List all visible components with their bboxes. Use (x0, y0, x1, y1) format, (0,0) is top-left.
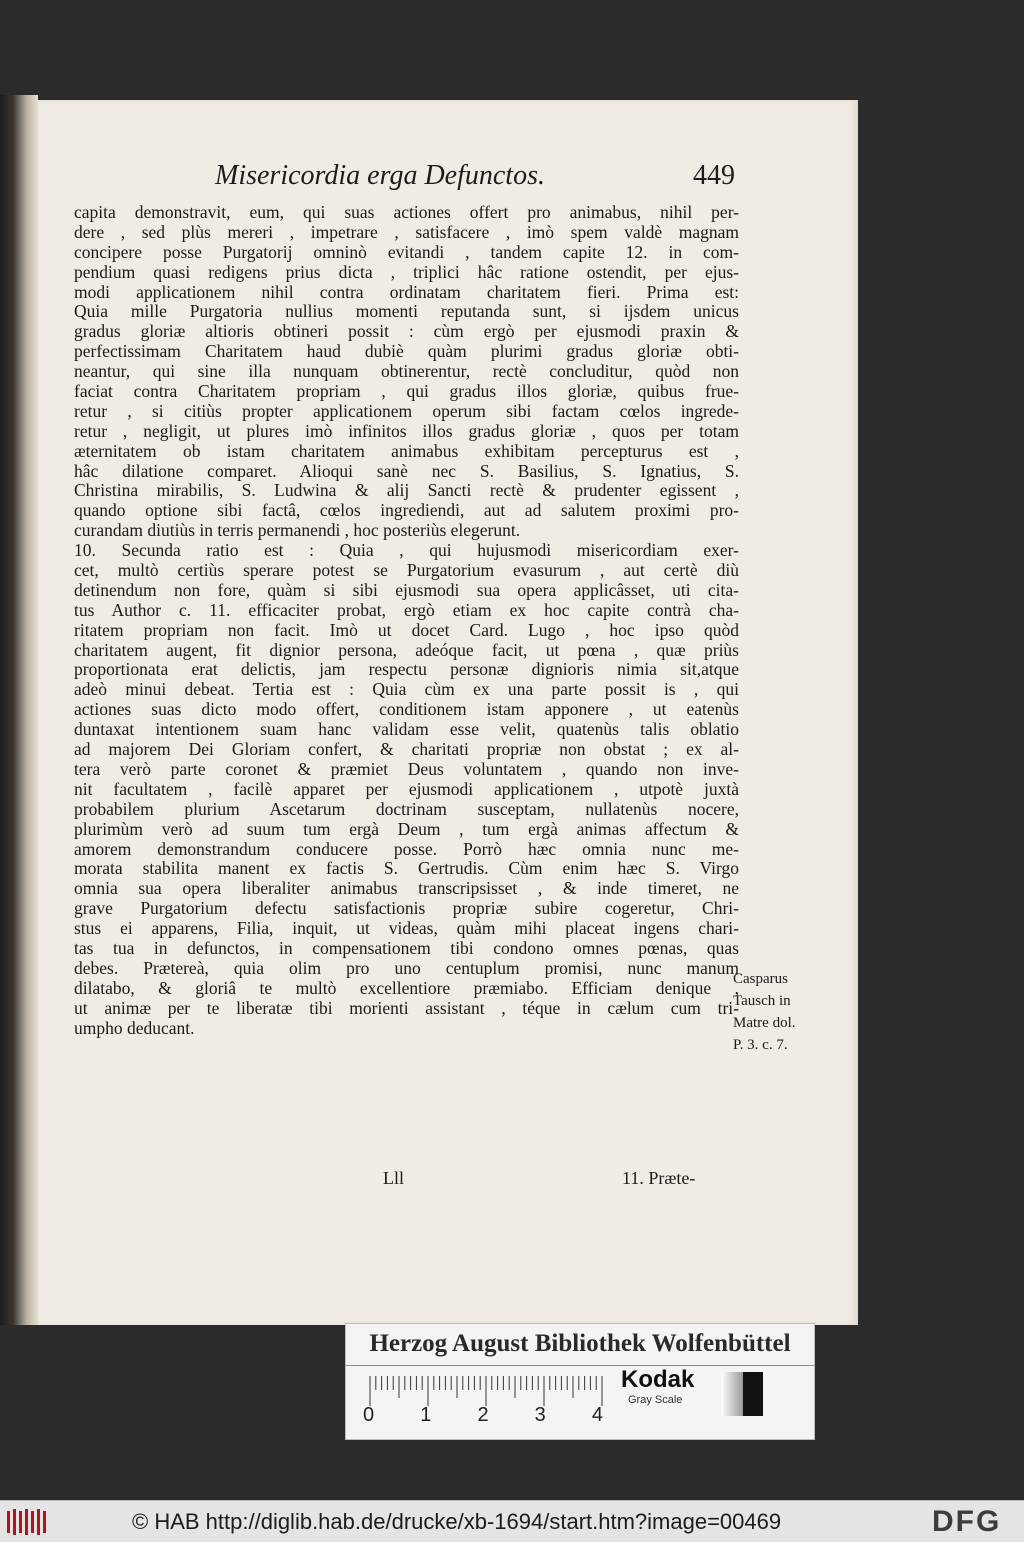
hab-logo-icon (6, 1507, 48, 1537)
text-line: neantur, qui sine illa nunquam obtinerentur, rectè concluditur, quòd non (74, 362, 739, 382)
text-line: nit facultatem , facilè apparet per ejusmodi applicationem , utpotè juxtà (74, 779, 739, 799)
text-line: concipere posse Purgatorij omninò evitandi , tandem capite 12. in com- (74, 242, 739, 262)
text-line: probabilem plurium Ascetarum doctrinam susceptam, nullatenùs nocere, (74, 799, 739, 819)
color-calibration-card (345, 1323, 815, 1440)
text-line: quando optione sibi factâ, cœlos ingrediendi, aut ad salutem proximi pro- (74, 501, 739, 521)
margin-note (733, 968, 823, 1056)
body-text (74, 203, 739, 1038)
text-line: gradus gloriæ altioris obtineri possit : cùm ergò per ejusmodi praxin & (74, 322, 739, 342)
text-line: Christina mirabilis, S. Ludwina & alij Sancti rectè & prudenter egissent , (74, 481, 739, 501)
text-line: grave Purgatorium defectu satisfactionis propriæ subire cogeretur, Chri- (74, 899, 739, 919)
library-name: Herzog August Bibliothek Wolfenbüttel (369, 1330, 791, 1357)
margin-note-line: Tausch in (733, 993, 791, 1009)
citation-link[interactable]: © HAB http://diglib.hab.de/drucke/xb-1694/start.htm?image=00469 (132, 1509, 782, 1534)
signature-mark: Lll (383, 1168, 404, 1188)
ruler-number: 1 (420, 1404, 432, 1426)
text-line: amorem demonstrandum conducere posse. Porrò hæc omnia nunc me- (74, 839, 739, 859)
text-line: duntaxat intentionem suam hanc validam esse velit, quatenùs talis oblatio (74, 720, 739, 740)
text-line: retur , negligit, ut plures imò infinitos illos gradus gloriæ , quos per totam (74, 421, 739, 441)
facing-page-edge (0, 95, 38, 1325)
text-line: æternitatem ob istam charitatem animabus exhibitam percepturus est , (74, 441, 739, 461)
text-line: actiones suas dicto modo offert, conditionem istam apponere , ut eatenùs (74, 700, 739, 720)
ruler-number: 0 (363, 1404, 375, 1426)
gray-scale-label: Gray Scale (628, 1394, 683, 1406)
text-line: 10. Secunda ratio est : Quia , qui hujusmodi misericordiam exer- (74, 541, 739, 561)
text-line: plurimùm verò ad suum tum ergà Deum , tum ergà animas affectum & (74, 819, 739, 839)
text-line: adeò minui debeat. Tertia est : Quia cùm ex una parte possit is , qui (74, 680, 739, 700)
text-line: dilatabo, & gloriâ te multò excellentiore præmiabo. Efficiam denique , (74, 978, 739, 998)
page-number: 449 (693, 160, 735, 191)
kodak-brand: Kodak (621, 1366, 695, 1393)
text-line: tera verò parte coronet & præmiet Deus voluntatem , quando non inve- (74, 759, 739, 779)
text-line: tus Author c. 11. efficaciter probat, ergò etiam ex hoc capite contrà cha- (74, 600, 739, 620)
text-line: pendium quasi redigens prius dicta , triplici hâc ratione ostendit, per ejus- (74, 262, 739, 282)
margin-note-line: Matre dol. (733, 1015, 796, 1031)
ruler-number: 3 (534, 1404, 546, 1426)
text-line: morata stabilita manent ex factis S. Gertrudis. Cùm enim hæc S. Virgo (74, 859, 739, 879)
ruler-number: 2 (477, 1404, 489, 1426)
text-line: retur , si citiùs propter applicationem operum sibi factam cœlos ingrede- (74, 401, 739, 421)
card-divider (346, 1365, 814, 1366)
gray-swatch (721, 1372, 763, 1416)
text-line: dere , sed plùs mereri , impetrare , satisfacere , imò spem valdè magnam (74, 222, 739, 242)
text-line: curandam diutiùs in terris permanendi , hoc posteriùs elegerunt. (74, 521, 521, 541)
dfg-logo: DFG (932, 1505, 1002, 1538)
catchword: 11. Præte- (622, 1168, 696, 1188)
text-line: modi applicationem nihil contra ordinatam charitatem fieri. Prima est: (74, 282, 739, 302)
text-line: omnia sua opera liberaliter animabus transcripsisset , & inde timeret, ne (74, 879, 739, 899)
margin-note-line: Casparus (733, 971, 788, 987)
text-line: proportionata erat delictis, jam respectu personæ dignioris nimia sit,atque (74, 660, 739, 680)
text-line: charitatem augent, fit dignior persona, adeóque facit, ut pœna , quæ priùs (74, 640, 739, 660)
text-line: faciat contra Charitatem propriam , qui gradus illos gloriæ, quibus frue- (74, 382, 739, 402)
text-line: Quia mille Purgatoria nullius momenti reputanda sunt, si ijsdem unicus (74, 302, 739, 322)
ruler-number: 4 (591, 1404, 603, 1426)
ruler-scale (368, 1374, 606, 1408)
text-line: ad majorem Dei Gloriam confert, & charitati propriæ non obstat ; ex al- (74, 740, 739, 760)
page-header (215, 160, 735, 192)
text-line: stus ei apparens, Filia, inquit, ut videas, quàm mihi placeat ingens chari- (74, 919, 739, 939)
text-line: detinendum non fore, quàm si sibi ejusmodi sua opera applicâsset, uti cita- (74, 580, 739, 600)
text-line: cet, multò certiùs sperare potest se Purgatorium evasurum , aut certè diù (74, 561, 739, 581)
ruler-numbers (363, 1404, 603, 1427)
text-line: ritatem propriam non facit. Imò ut docet Card. Lugo , hoc ipso quòd (74, 620, 739, 640)
text-line: capita demonstravit, eum, qui suas actiones offert pro animabus, nihil per- (74, 203, 739, 222)
text-line: tas tua in defunctos, in compensationem tibi condono omnes pœnas, quas (74, 938, 739, 958)
text-line: perfectissimam Charitatem haud dubiè quàm plurimi gradus gloriæ obti- (74, 342, 739, 362)
text-line: umpho deducant. (74, 1018, 195, 1038)
text-line: debes. Prætereà, quia olim pro uno centuplum promisi, nunc manum (74, 958, 739, 978)
margin-note-line: P. 3. c. 7. (733, 1037, 788, 1053)
viewer-footer (0, 1500, 1024, 1542)
running-title: Misericordia erga Defunctos. (215, 160, 545, 191)
text-line: hâc dilatione comparet. Alioqui sanè nec S. Basilius, S. Ignatius, S. (74, 461, 739, 481)
text-line: ut animæ per te liberatæ tibi morienti assistant , téque in cælum cum tri- (74, 998, 739, 1018)
